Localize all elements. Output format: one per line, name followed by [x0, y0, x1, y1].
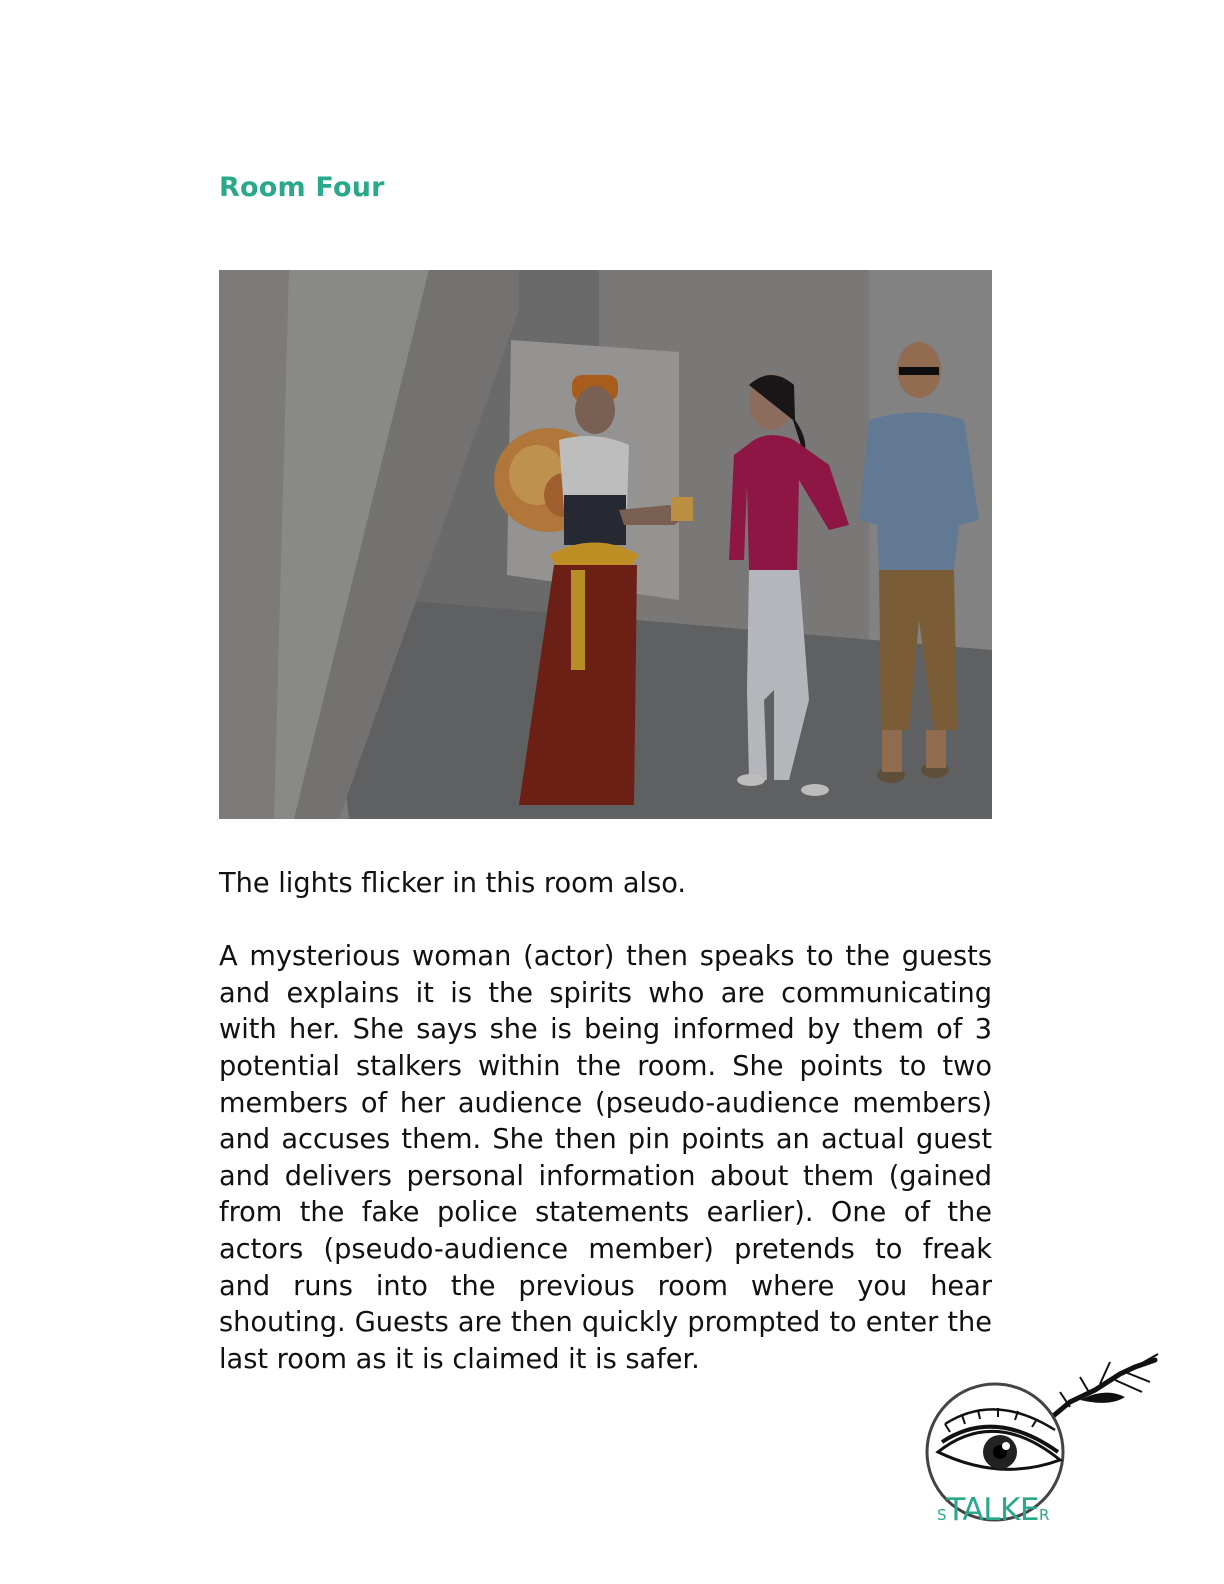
- body-text: [219, 866, 992, 1378]
- page-title: Room Four: [219, 172, 385, 203]
- paragraph-description: A mysterious woman (actor) then speaks to the guests and explains it is the spirits who are communicating with her. She says she is being informed by them of 3 potential stalkers within the room. She points to two members of her audience (pseudo-audience members) and accuses them. She then pin points an actual guest and delivers personal information about them (gained from the fake police statements earlier). One of the actors (pseudo-audience member) pretends to freak and runs into the previous room where you hear shouting. Guests are then quickly prompted to enter the last room as it is claimed it is safer.: [219, 941, 992, 1375]
- logo-wordmark: STALKER: [937, 1492, 1050, 1528]
- scene-image: [219, 270, 992, 819]
- paragraph-lights: The lights flicker in this room also.: [219, 868, 687, 899]
- stalker-logo: [920, 1352, 1170, 1552]
